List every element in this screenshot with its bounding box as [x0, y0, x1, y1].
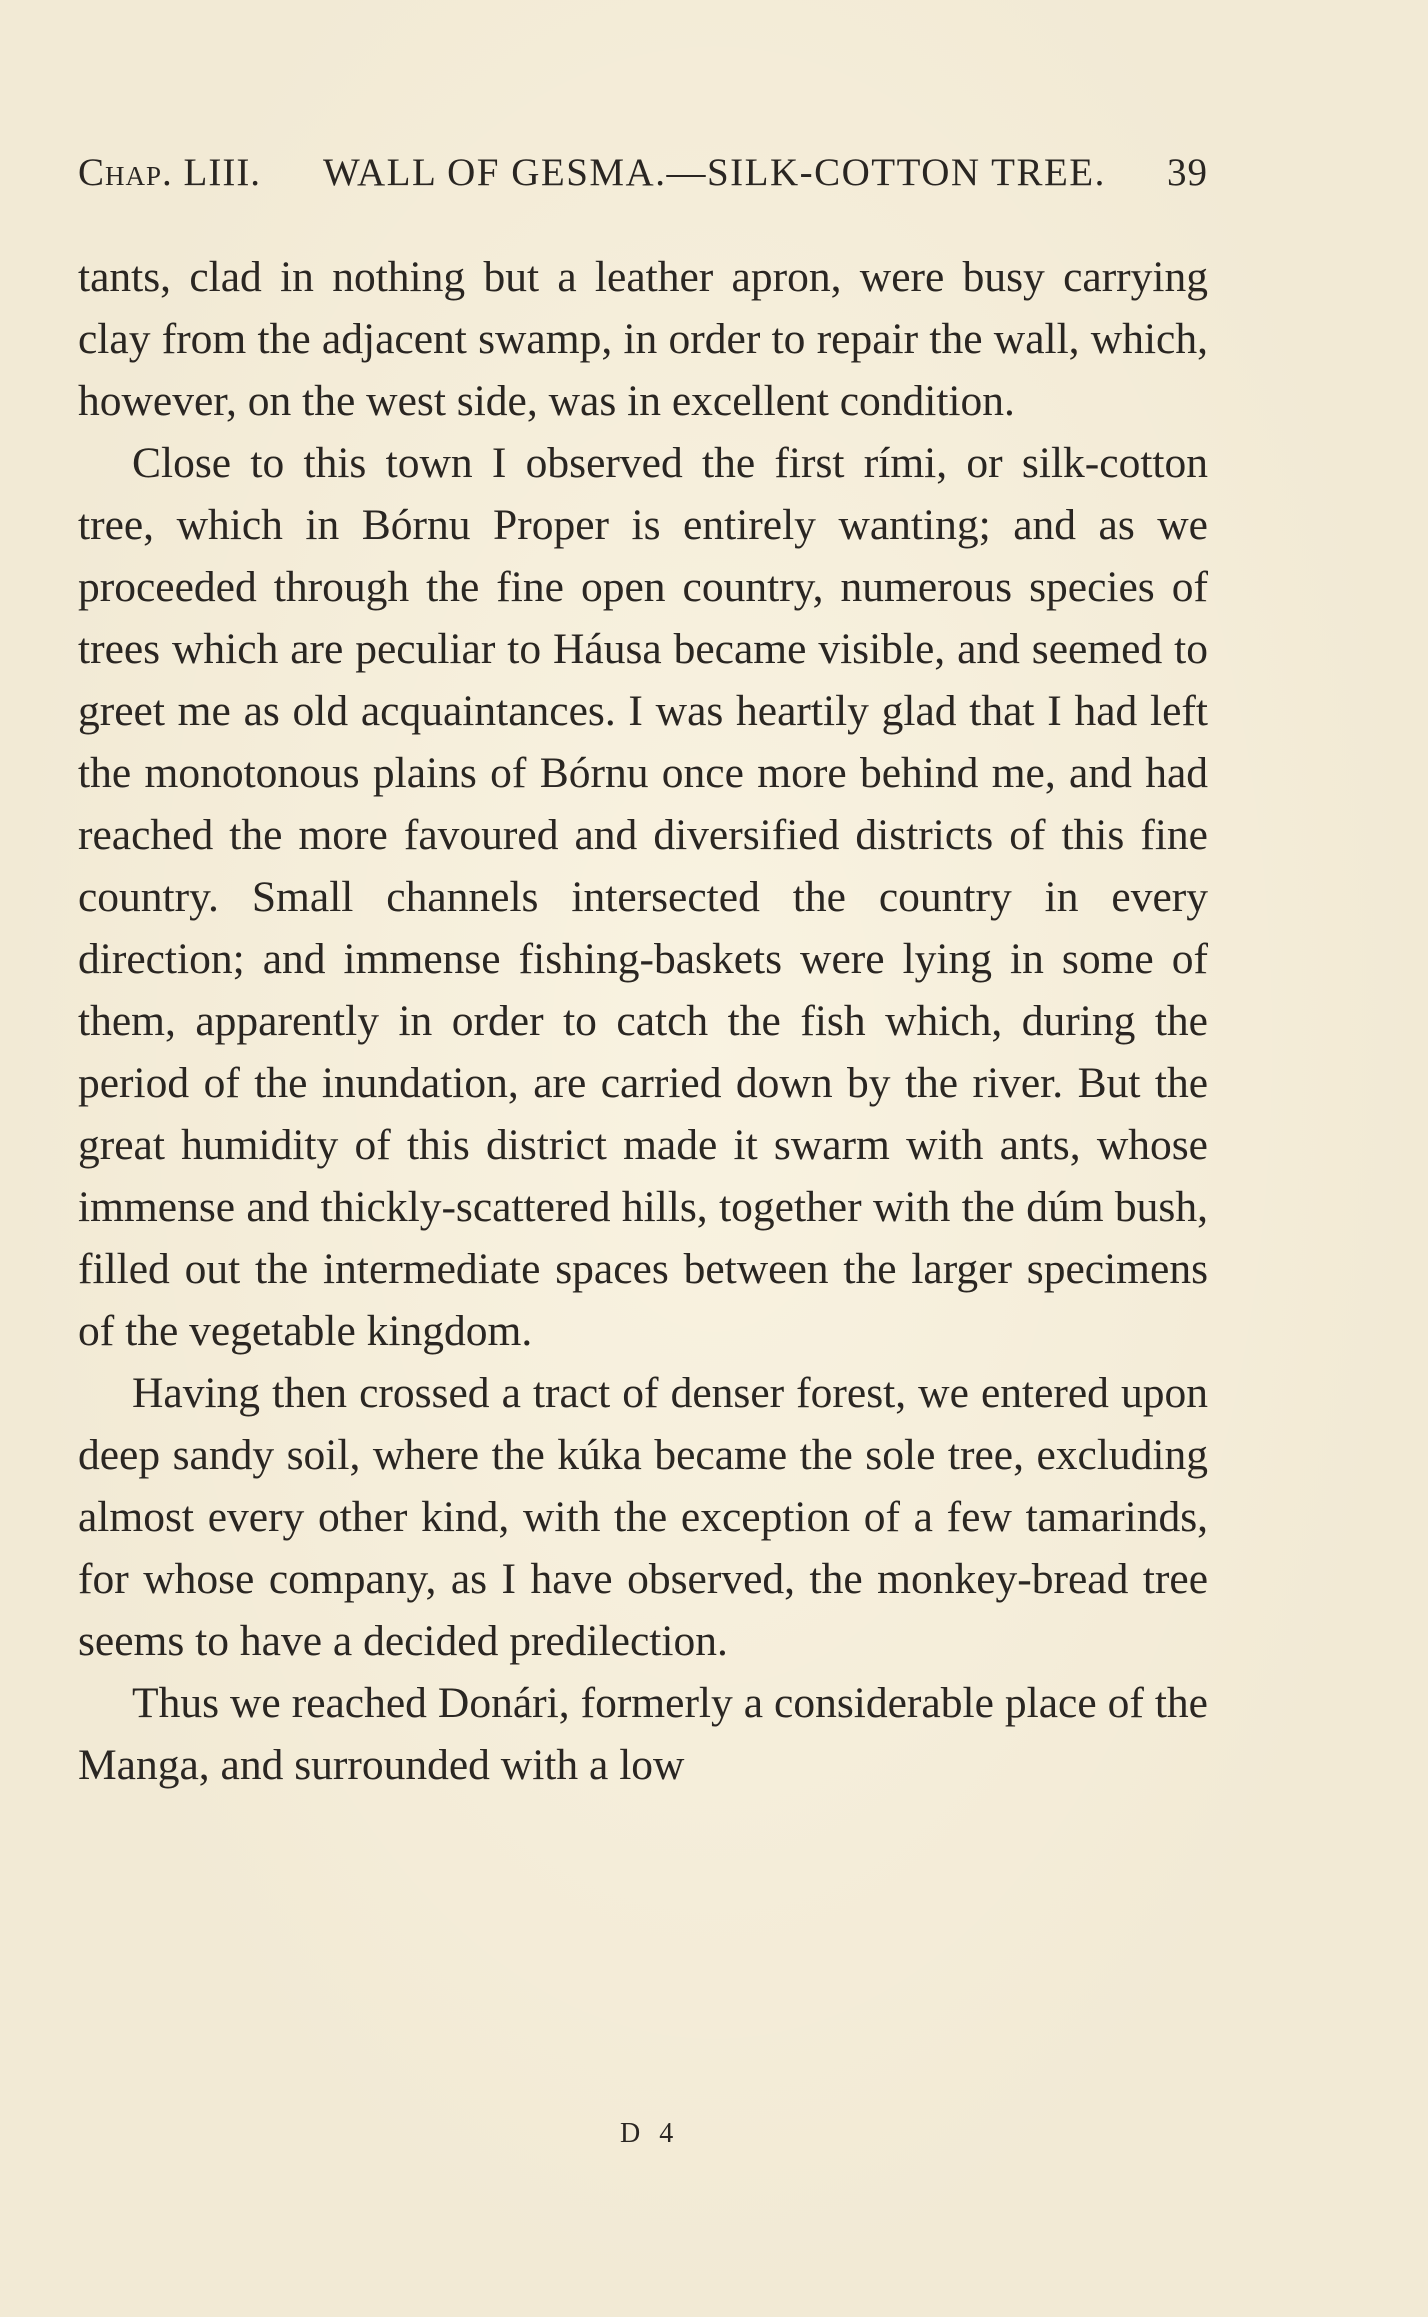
chapter-label: Chap. LIII. [78, 151, 262, 194]
paragraph: Thus we reached Donári, formerly a considerable place of the Manga, and surrounded with a low [78, 1679, 1208, 1789]
paragraph: Having then crossed a tract of denser forest, we entered upon deep sandy soil, where the kúka became the sole tree, excluding almost every other kind, with the exception of a few tamarinds, for whose company, as I have observed, the monkey-bread tree seems to have a decided predilection. [78, 1369, 1208, 1665]
paragraph: Close to this town I observed the first rími, or silk-cotton tree, which in Bórnu Proper is entirely wanting; and as we proceeded through the fine open country, numerous species of trees which are peculiar to Háusa became visible, and seemed to greet me as old acquaintances. I was heartily glad that I had left the monotonous plains of Bórnu once more behind me, and had reached the more favoured and diversified districts of this fine country. Small channels intersected the country in every direction; and immense fishing-baskets were lying in some of them, apparently in order to catch the fish which, during the period of the inundation, are carried down by the river. But the great humidity of this district made it swarm with ants, whose immense and thickly-scattered hills, together with the dúm bush, filled out the intermediate spaces between the larger specimens of the vegetable kingdom. [78, 439, 1208, 1355]
running-header [78, 150, 1208, 210]
body-text [78, 246, 1208, 1796]
signature-mark: D 4 [620, 2118, 680, 2149]
page-number: 39 [1167, 151, 1208, 194]
page-title: WALL OF GESMA.—SILK-COTTON TREE. [323, 151, 1106, 194]
paragraph-continued: tants, clad in nothing but a leather apron, were busy carrying clay from the adjacent swamp, in order to repair the wall, which, however, on the west side, was in excellent condition. [78, 253, 1208, 425]
